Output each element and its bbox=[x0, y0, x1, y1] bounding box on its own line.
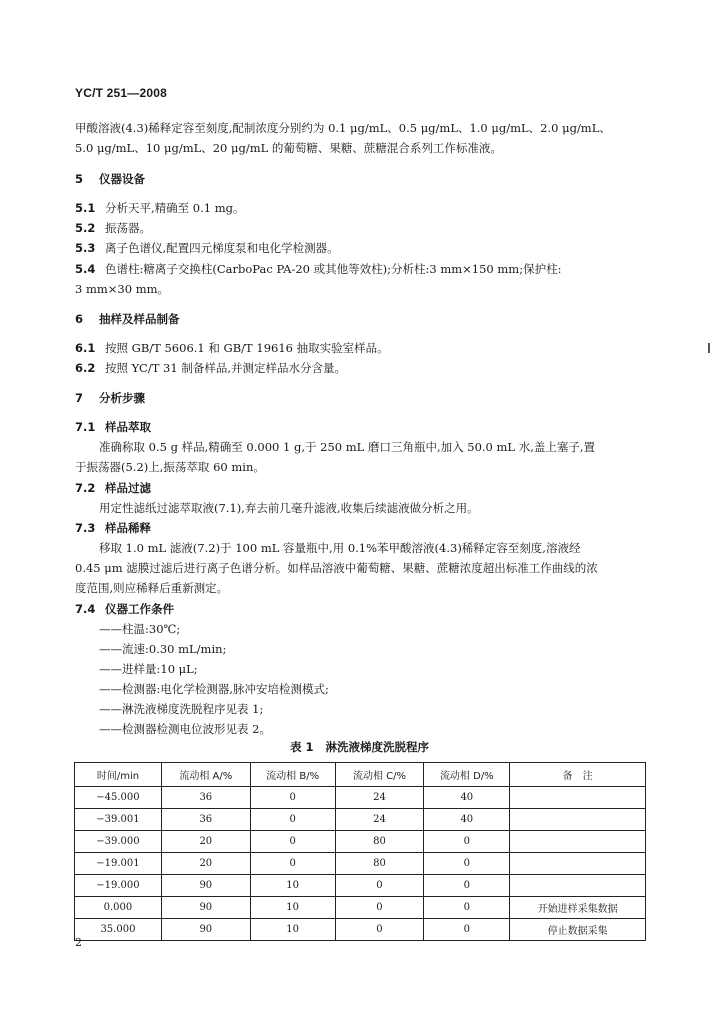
table-cell: 0 bbox=[250, 853, 335, 875]
section-7-heading bbox=[75, 388, 145, 408]
table-row bbox=[75, 853, 646, 875]
clause-number: 6.2 bbox=[75, 361, 96, 375]
standard-code-header: YC/T 251—2008 bbox=[75, 86, 167, 100]
page-number: 2 bbox=[75, 936, 82, 949]
table-cell: 36 bbox=[161, 809, 250, 831]
clause-text: 离子色谱仪,配置四元梯度泵和电化学检测器。 bbox=[105, 241, 339, 255]
condition-item: ——进样量:10 μL; bbox=[99, 662, 198, 676]
column-header: 流动相 C/% bbox=[335, 763, 424, 787]
scan-edge-mark bbox=[708, 343, 710, 353]
condition-item: ——检测器:电化学检测器,脉冲安培检测模式; bbox=[99, 682, 329, 696]
table-cell: 0 bbox=[250, 809, 335, 831]
table-cell: 0 bbox=[424, 831, 510, 853]
table-cell: 停止数据采集 bbox=[510, 919, 646, 941]
section-number: 7 bbox=[75, 391, 84, 405]
table-cell: −39.000 bbox=[75, 831, 162, 853]
clause-5-1 bbox=[75, 198, 245, 218]
table-cell: 开始进样采集数据 bbox=[510, 897, 646, 919]
table-header-row bbox=[75, 763, 646, 787]
paragraph-7-1-line-2: 于振荡器(5.2)上,振荡萃取 60 min。 bbox=[75, 460, 265, 474]
table-cell bbox=[510, 853, 646, 875]
subsection-7-4-heading bbox=[75, 599, 174, 619]
table-cell: 80 bbox=[335, 831, 424, 853]
table-cell: 80 bbox=[335, 853, 424, 875]
clause-text: 按照 GB/T 5606.1 和 GB/T 19616 抽取实验室样品。 bbox=[105, 341, 389, 355]
table-cell bbox=[510, 809, 646, 831]
subsection-7-2-heading bbox=[75, 478, 151, 498]
subsection-title: 样品萃取 bbox=[105, 420, 151, 434]
paragraph-7-3-line-1: 移取 1.0 mL 滤液(7.2)于 100 mL 容量瓶中,用 0.1%苯甲酸溶液(4.3)稀释定容至刻度,溶液经 bbox=[99, 541, 581, 555]
subsection-title: 仪器工作条件 bbox=[105, 602, 174, 616]
table-row bbox=[75, 787, 646, 809]
section-number: 6 bbox=[75, 312, 84, 326]
table-cell: 40 bbox=[424, 787, 510, 809]
condition-item: ——淋洗液梯度洗脱程序见表 1; bbox=[99, 702, 264, 716]
table-cell: 40 bbox=[424, 809, 510, 831]
column-header: 流动相 D/% bbox=[424, 763, 510, 787]
clause-number: 6.1 bbox=[75, 341, 96, 355]
intro-line-1: 甲酸溶液(4.3)稀释定容至刻度,配制浓度分别约为 0.1 μg/mL、0.5 μg/mL、1.0 μg/mL、2.0 μg/mL、 bbox=[75, 121, 611, 135]
table-cell: 10 bbox=[250, 919, 335, 941]
table-cell: 35.000 bbox=[75, 919, 162, 941]
table-cell bbox=[510, 787, 646, 809]
table-cell: 20 bbox=[161, 853, 250, 875]
clause-number: 5.3 bbox=[75, 241, 96, 255]
table-cell: 90 bbox=[161, 897, 250, 919]
clause-text: 振荡器。 bbox=[105, 221, 151, 235]
table-cell: 24 bbox=[335, 787, 424, 809]
clause-5-2 bbox=[75, 218, 151, 238]
table-caption bbox=[0, 739, 719, 755]
table-cell: −45.000 bbox=[75, 787, 162, 809]
table-cell: 20 bbox=[161, 831, 250, 853]
table-cell: 36 bbox=[161, 787, 250, 809]
subsection-title: 样品稀释 bbox=[105, 521, 151, 535]
section-title: 分析步骤 bbox=[99, 391, 145, 405]
clause-5-3 bbox=[75, 238, 339, 258]
table-cell: 0 bbox=[424, 875, 510, 897]
table-row bbox=[75, 919, 646, 941]
clause-text: 按照 YC/T 31 制备样品,并测定样品水分含量。 bbox=[105, 361, 346, 375]
subsection-number: 7.3 bbox=[75, 521, 96, 535]
column-header: 流动相 B/% bbox=[250, 763, 335, 787]
table-cell: 10 bbox=[250, 897, 335, 919]
clause-text: 分析天平,精确至 0.1 mg。 bbox=[105, 201, 245, 215]
table-cell: 0.000 bbox=[75, 897, 162, 919]
elution-program-table bbox=[74, 762, 646, 941]
table-row bbox=[75, 875, 646, 897]
subsection-title: 样品过滤 bbox=[105, 481, 151, 495]
column-header: 流动相 A/% bbox=[161, 763, 250, 787]
clause-5-4-continued: 3 mm×30 mm。 bbox=[75, 282, 170, 296]
column-header: 时间/min bbox=[75, 763, 162, 787]
paragraph-7-3-line-3: 度范围,则应稀释后重新测定。 bbox=[75, 581, 229, 595]
table-cell: −39.001 bbox=[75, 809, 162, 831]
table-cell: 0 bbox=[424, 897, 510, 919]
section-title: 抽样及样品制备 bbox=[99, 312, 180, 326]
table-cell: 0 bbox=[424, 919, 510, 941]
subsection-number: 7.2 bbox=[75, 481, 96, 495]
clause-6-1 bbox=[75, 338, 389, 358]
table-cell: 0 bbox=[335, 919, 424, 941]
table-cell: −19.000 bbox=[75, 875, 162, 897]
subsection-number: 7.1 bbox=[75, 420, 96, 434]
clause-number: 5.1 bbox=[75, 201, 96, 215]
condition-item: ——检测器检测电位波形见表 2。 bbox=[99, 722, 271, 736]
table-row bbox=[75, 831, 646, 853]
subsection-7-1-heading bbox=[75, 417, 151, 437]
section-title: 仪器设备 bbox=[99, 172, 145, 186]
table-cell bbox=[510, 875, 646, 897]
table-row bbox=[75, 897, 646, 919]
table-title: 淋洗液梯度洗脱程序 bbox=[325, 740, 429, 754]
table-cell bbox=[510, 831, 646, 853]
table-cell: 24 bbox=[335, 809, 424, 831]
table-label: 表 1 bbox=[289, 740, 314, 754]
intro-line-2: 5.0 μg/mL、10 μg/mL、20 μg/mL 的葡萄糖、果糖、蔗糖混合系列工作标准液。 bbox=[75, 141, 502, 155]
paragraph-7-1-line-1: 准确称取 0.5 g 样品,精确至 0.000 1 g,于 250 mL 磨口三角瓶中,加入 50.0 mL 水,盖上塞子,置 bbox=[99, 440, 596, 454]
table-cell: 0 bbox=[250, 787, 335, 809]
clause-text: 色谱柱:糖离子交换柱(CarboPac PA-20 或其他等效柱);分析柱:3 mm×150 mm;保护柱: bbox=[105, 262, 562, 276]
clause-number: 5.4 bbox=[75, 262, 96, 276]
table-cell: 0 bbox=[335, 875, 424, 897]
subsection-number: 7.4 bbox=[75, 602, 96, 616]
table-cell: −19.001 bbox=[75, 853, 162, 875]
table-cell: 0 bbox=[424, 853, 510, 875]
table-cell: 10 bbox=[250, 875, 335, 897]
section-6-heading bbox=[75, 309, 180, 329]
paragraph-7-3-line-2: 0.45 μm 滤膜过滤后进行离子色谱分析。如样品溶液中葡萄糖、果糖、蔗糖浓度超出标准工作曲线的浓 bbox=[75, 561, 598, 575]
clause-6-2 bbox=[75, 358, 346, 378]
clause-5-4 bbox=[75, 259, 561, 279]
table-cell: 90 bbox=[161, 875, 250, 897]
table-cell: 90 bbox=[161, 919, 250, 941]
condition-item: ——柱温:30℃; bbox=[99, 622, 181, 636]
section-number: 5 bbox=[75, 172, 84, 186]
subsection-7-3-heading bbox=[75, 518, 151, 538]
condition-item: ——流速:0.30 mL/min; bbox=[99, 642, 227, 656]
clause-number: 5.2 bbox=[75, 221, 96, 235]
column-header: 备 注 bbox=[510, 763, 646, 787]
section-5-heading bbox=[75, 169, 145, 189]
paragraph-7-2-line-1: 用定性滤纸过滤萃取液(7.1),弃去前几毫升滤液,收集后续滤液做分析之用。 bbox=[99, 501, 479, 515]
table-cell: 0 bbox=[335, 897, 424, 919]
table-row bbox=[75, 809, 646, 831]
table-cell: 0 bbox=[250, 831, 335, 853]
